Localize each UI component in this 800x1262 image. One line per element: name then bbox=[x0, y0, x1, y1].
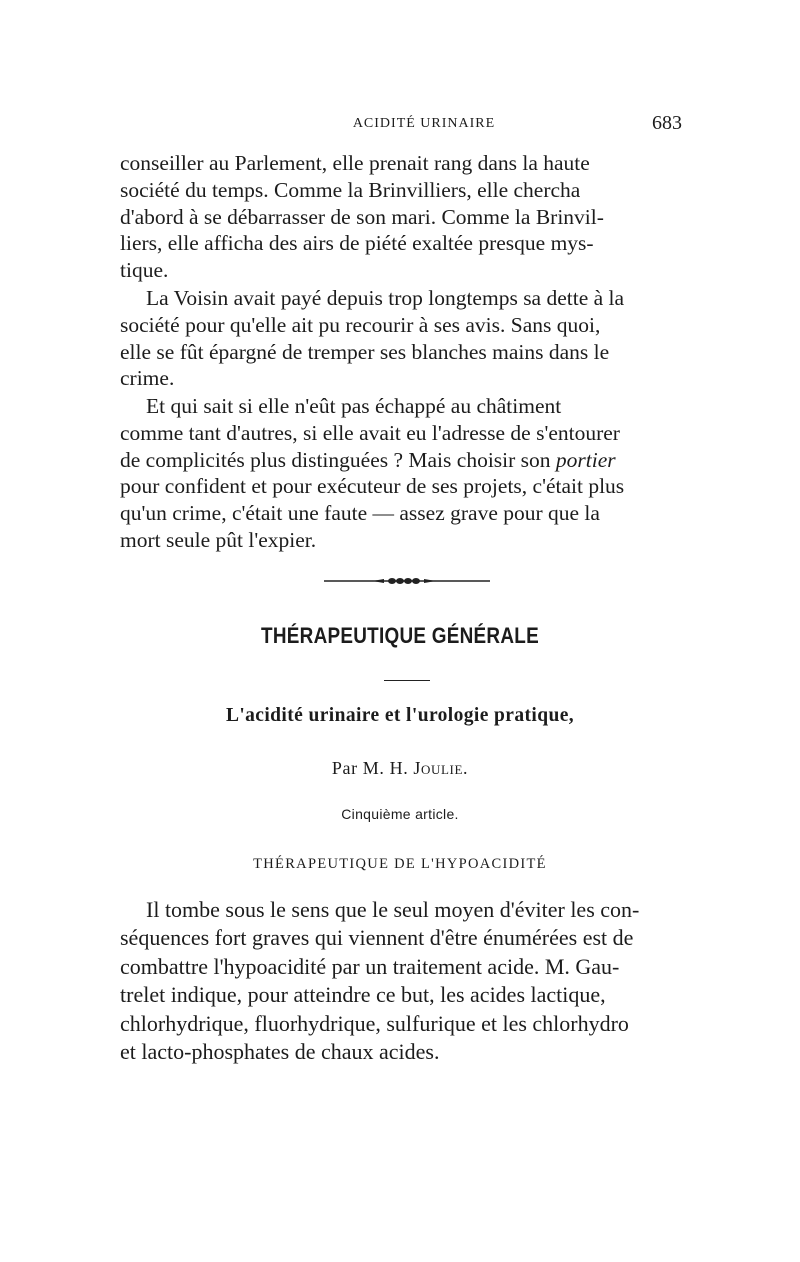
paragraph-2 bbox=[120, 285, 682, 392]
text-line: trelet indique, pour atteindre ce but, les acides lactique, bbox=[120, 982, 606, 1008]
article-author bbox=[0, 758, 800, 779]
text-line: mort seule pût l'expier. bbox=[120, 527, 317, 552]
text-line: pour confident et pour exécuteur de ses projets, c'était plus bbox=[120, 474, 625, 499]
text-line: séquences fort graves qui viennent d'être énumérées est de bbox=[120, 925, 634, 951]
text-line: comme tant d'autres, si elle avait eu l'adresse de s'entourer bbox=[120, 420, 620, 445]
text-line: société pour qu'elle ait pu recourir à ses avis. Sans quoi, bbox=[120, 312, 601, 337]
author-name: Joulie. bbox=[413, 758, 469, 778]
text-line: Il tombe sous le sens que le seul moyen d'éviter les con- bbox=[146, 897, 640, 922]
text-line: et lacto-phosphates de chaux acides. bbox=[120, 1039, 440, 1065]
text-line: liers, elle afficha des airs de piété exaltée presque mys- bbox=[120, 231, 594, 256]
author-prefix: Par M. H. bbox=[331, 758, 414, 778]
text-line: conseiller au Parlement, elle prenait rang dans la haute bbox=[120, 151, 590, 175]
text-line: crime. bbox=[120, 366, 175, 391]
running-head-title: ACIDITÉ URINAIRE bbox=[352, 116, 496, 131]
running-head bbox=[120, 112, 682, 138]
text-line: elle se fût épargné de tremper ses blanches mains dans le bbox=[120, 339, 610, 364]
text-line: Et qui sait si elle n'eût pas échappé au châtiment bbox=[146, 394, 562, 418]
paragraph-1 bbox=[120, 150, 682, 284]
text-line: La Voisin avait payé depuis trop longtemps sa dette à la bbox=[146, 286, 625, 310]
ornamental-divider bbox=[324, 576, 490, 586]
page-number: 683 bbox=[652, 112, 682, 134]
section-rule bbox=[384, 680, 430, 681]
italic-word: portier bbox=[555, 447, 616, 472]
section-title: THÉRAPEUTIQUE GÉNÉRALE bbox=[261, 623, 539, 648]
text-line bbox=[120, 447, 682, 474]
text-line: combattre l'hypoacidité par un traitement acide. M. Gau- bbox=[120, 953, 620, 979]
article-note: Cinquième article. bbox=[341, 806, 459, 822]
paragraph-4 bbox=[120, 896, 682, 1066]
paragraph-3 bbox=[120, 393, 682, 554]
subsection-title: THÉRAPEUTIQUE DE L'HYPOACIDITÉ bbox=[253, 856, 547, 872]
text-line: chlorhydrique, fluorhydrique, sulfurique et les chlorhydro bbox=[120, 1010, 629, 1036]
text-segment: de complicités plus distinguées ? Mais choisir son bbox=[120, 447, 556, 472]
text-line: tique. bbox=[120, 258, 169, 283]
article-title: L'acidité urinaire et l'urologie pratique, bbox=[225, 705, 575, 726]
text-line: qu'un crime, c'était une faute — assez grave pour que la bbox=[120, 501, 600, 526]
text-line: société du temps. Comme la Brinvilliers, elle chercha bbox=[120, 177, 581, 202]
text-line: d'abord à se débarrasser de son mari. Comme la Brinvil- bbox=[120, 204, 604, 229]
